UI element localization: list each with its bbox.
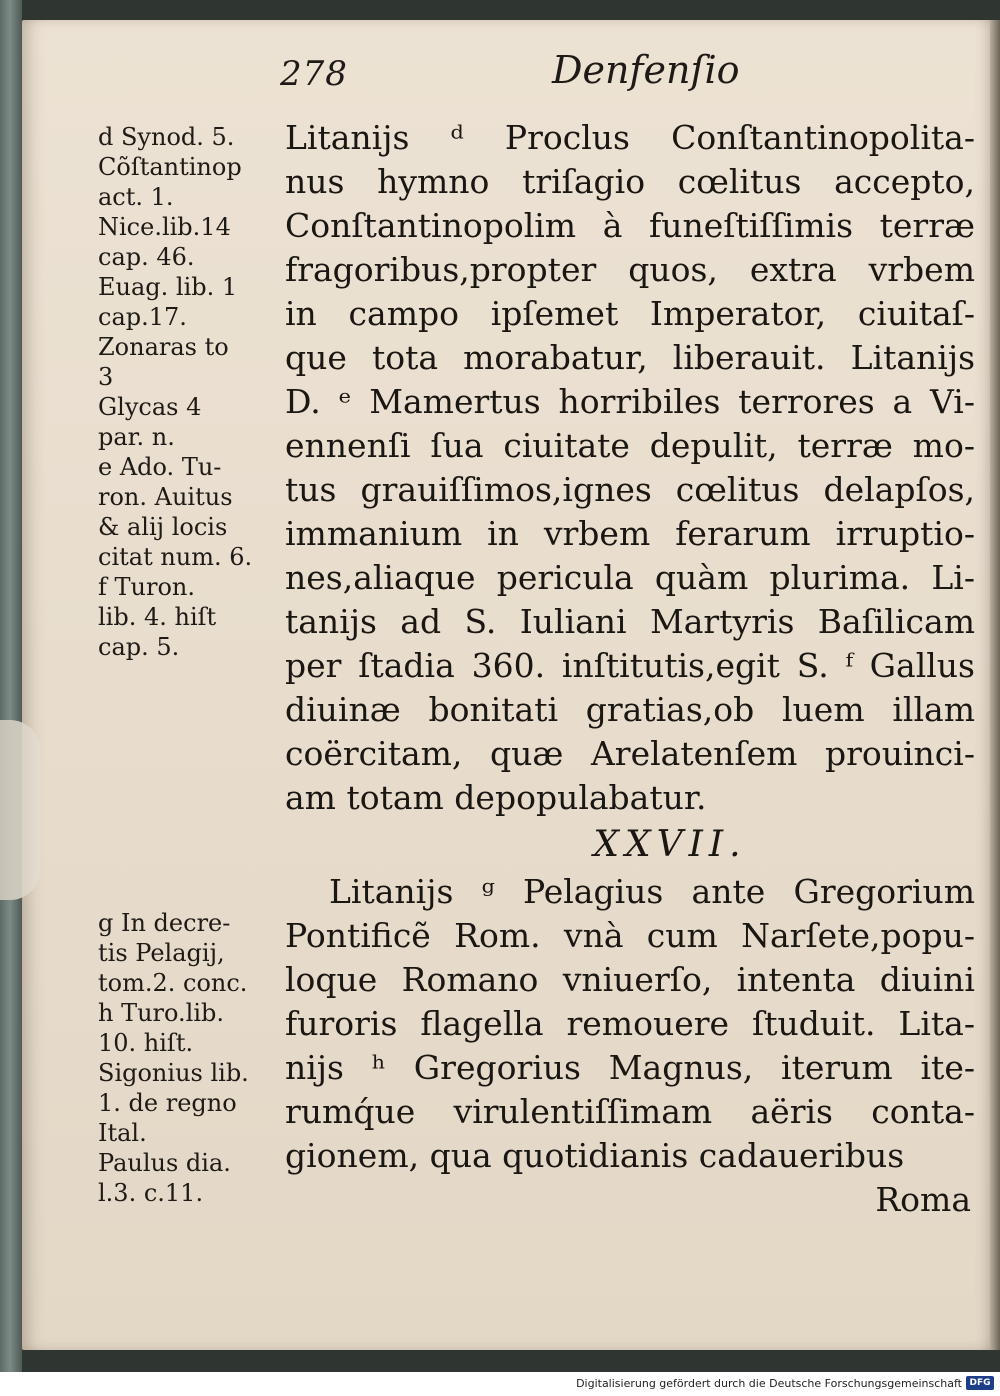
margin-note: Zonaras to bbox=[98, 333, 229, 361]
text-line: in campo ipſemet Imperator, ciuitaſ- bbox=[285, 294, 975, 333]
margin-note: Euag. lib. 1 bbox=[98, 273, 238, 301]
dfg-logo: DFG bbox=[966, 1376, 994, 1390]
margin-note: citat num. 6. bbox=[98, 543, 253, 571]
text-line: que tota morabatur, liberauit. Litanijs bbox=[285, 338, 975, 377]
margin-notes-upper bbox=[98, 122, 283, 662]
margin-note: par. n. bbox=[98, 423, 175, 451]
margin-note: l.3. c.11. bbox=[98, 1179, 204, 1207]
margin-note: e Ado. Tu- bbox=[98, 453, 222, 481]
text-line: per ſtadia 360. inſtitutis,egit S. ᶠ Gallus bbox=[285, 646, 975, 685]
text-line: rumq́ue virulentiſſimam aëris conta- bbox=[285, 1092, 975, 1131]
margin-note: Glycas 4 bbox=[98, 393, 202, 421]
text-line: fragoribus,propter quos, extra vrbem bbox=[285, 250, 975, 289]
margin-note: Cõſtantinop bbox=[98, 153, 242, 181]
text-line: loque Romano vniuerſo, intenta diuini bbox=[285, 960, 975, 999]
text-line: am totam depopulabatur. bbox=[285, 778, 707, 817]
margin-note: cap. 5. bbox=[98, 633, 180, 661]
margin-note: f Turon. bbox=[98, 573, 195, 601]
text-line: Pontificẽ Rom. vnà cum Narſete,popu- bbox=[285, 916, 975, 955]
page-tab bbox=[0, 720, 40, 900]
margin-note: 3 bbox=[98, 363, 114, 391]
text-line: furoris flagella remouere ſtuduit. Lita- bbox=[285, 1004, 975, 1043]
margin-note: h Turo.lib. bbox=[98, 999, 225, 1027]
text-line: coërcitam, quæ Arelatenſem prouinci- bbox=[285, 734, 975, 773]
paragraph-2 bbox=[285, 870, 975, 1178]
digitization-footer bbox=[0, 1372, 1000, 1396]
footer-credit: Digitalisierung gefördert durch die Deutsche Forschungsgemeinschaft bbox=[576, 1377, 962, 1390]
margin-note: d Synod. 5. bbox=[98, 123, 235, 151]
text-line: Conſtantinopolim à funeſtiſſimis terræ bbox=[285, 206, 975, 245]
text-line: D. ᵉ Mamertus horribiles terrores a Vi- bbox=[285, 382, 975, 421]
margin-note: Sigonius lib. bbox=[98, 1059, 249, 1087]
body-text bbox=[285, 116, 975, 1222]
text-line: Litanijs ᵈ Proclus Conſtantinopolita- bbox=[285, 118, 975, 157]
running-head: Denfenſio bbox=[552, 48, 740, 92]
page-number: 278 bbox=[280, 54, 348, 94]
text-line: diuinæ bonitati gratias,ob luem illam bbox=[285, 690, 975, 729]
text-line: nijs ʰ Gregorius Magnus, iterum ite- bbox=[285, 1048, 975, 1087]
margin-note: Paulus dia. bbox=[98, 1149, 231, 1177]
margin-note: cap.17. bbox=[98, 303, 187, 331]
catchword: Roma bbox=[875, 1180, 971, 1219]
section-heading: XXVII. bbox=[593, 824, 747, 865]
margin-note: Nice.lib.14 bbox=[98, 213, 231, 241]
text-line: gionem, qua quotidianis cadaueribus bbox=[285, 1136, 905, 1175]
margin-note: act. 1. bbox=[98, 183, 174, 211]
margin-note: tom.2. conc. bbox=[98, 969, 248, 997]
margin-note: & alij locis bbox=[98, 513, 228, 541]
text-line: ennenſi ſua ciuitate depulit, terræ mo- bbox=[285, 426, 975, 465]
margin-note: tis Pelagij, bbox=[98, 939, 225, 967]
margin-note: lib. 4. hiſt bbox=[98, 603, 217, 631]
text-line: immanium in vrbem ferarum irruptio- bbox=[285, 514, 975, 553]
margin-note: cap. 46. bbox=[98, 243, 195, 271]
margin-note: 10. hiſt. bbox=[98, 1029, 194, 1057]
margin-note: ron. Auitus bbox=[98, 483, 233, 511]
text-line: nes,aliaque pericula quàm plurima. Li- bbox=[285, 558, 975, 597]
paragraph-1 bbox=[285, 116, 975, 820]
margin-note: Ital. bbox=[98, 1119, 147, 1147]
page-edge bbox=[990, 20, 1000, 1350]
margin-note: 1. de regno bbox=[98, 1089, 237, 1117]
margin-note: g In decre- bbox=[98, 909, 231, 937]
text-line: Litanijs ᵍ Pelagius ante Gregorium bbox=[329, 872, 975, 911]
margin-notes-lower bbox=[98, 908, 283, 1208]
text-line: tus grauiſſimos,ignes cœlitus delapſos, bbox=[285, 470, 975, 509]
text-line: nus hymno triſagio cœlitus accepto, bbox=[285, 162, 975, 201]
text-line: tanijs ad S. Iuliani Martyris Baſilicam bbox=[285, 602, 975, 641]
book-spine bbox=[0, 0, 22, 1372]
page-header bbox=[0, 48, 1000, 108]
